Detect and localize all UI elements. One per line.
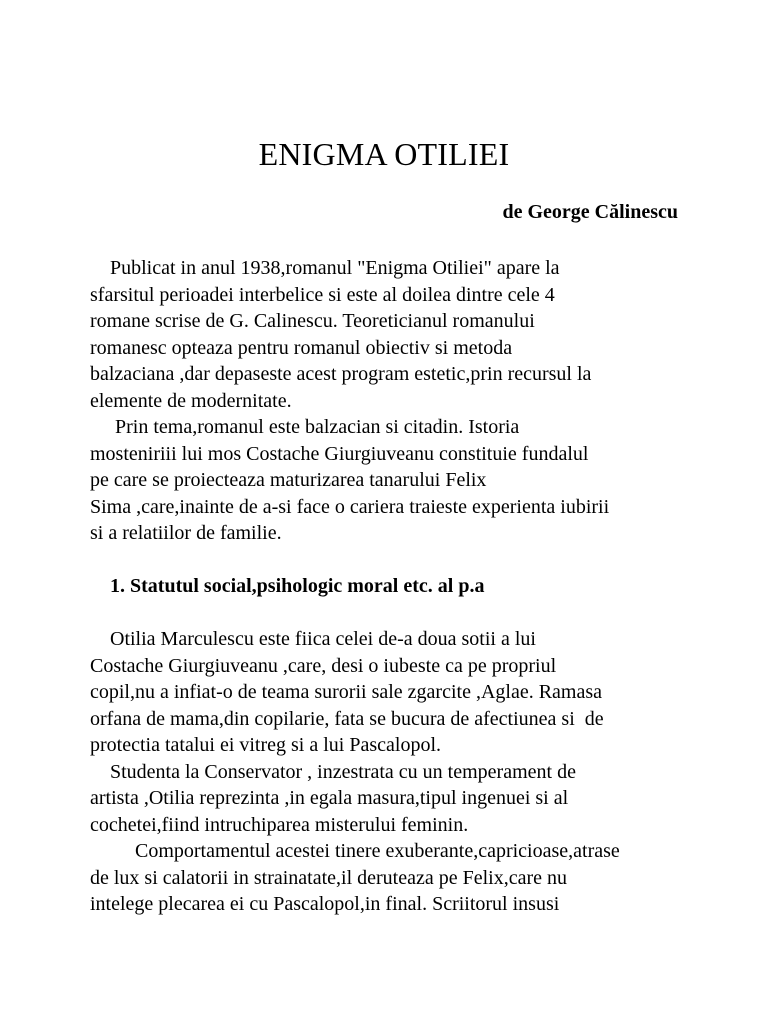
text-line: si a relatiilor de familie. [90, 522, 282, 544]
text-line: romane scrise de G. Calinescu. Teoreticianul romanului [90, 310, 535, 332]
text-line: orfana de mama,din copilarie, fata se bucura de afectiunea si de [90, 707, 604, 730]
text-line: mosteniriii lui mos Costache Giurgiuveanu constituie fundalul [90, 442, 589, 465]
blank-line [90, 547, 690, 574]
text-line: de lux si calatorii in strainatate,il deruteaza pe Felix,care nu [90, 866, 568, 889]
document-title: ENIGMA OTILIEI [258, 136, 510, 172]
text-line: protectia tatalui ei vitreg si a lui Pascalopol. [90, 734, 442, 756]
text-line: Otilia Marculescu este fiica celei de-a doua sotii a lui [90, 628, 536, 650]
section-heading: 1. Statutul social,psihologic moral etc. al p.a [90, 575, 485, 597]
text-line: Costache Giurgiuveanu ,care, desi o iubeste ca pe propriul [90, 654, 557, 677]
text-line: sfarsitul perioadei interbelice si este al doilea dintre cele 4 [90, 283, 555, 306]
text-line: elemente de modernitate. [90, 389, 292, 412]
text-line: Publicat in anul 1938,romanul "Enigma Otiliei" apare la [90, 257, 560, 279]
text-line: Prin tema,romanul este balzacian si citadin. Istoria [90, 416, 520, 438]
document-author: de George Călinescu [502, 201, 678, 223]
text-line: Sima ,care,inainte de a-si face o cariera traieste experienta iubirii [90, 495, 610, 518]
blank-line [90, 600, 690, 627]
text-line: intelege plecarea ei cu Pascalopol,in final. Scriitorul insusi [90, 893, 560, 915]
text-line: balzaciana ,dar depaseste acest program estetic,prin recursul la [90, 363, 592, 385]
text-line: Comportamentul acestei tinere exuberante,capricioase,atrase [90, 840, 620, 862]
text-line: pe care se proiecteaza maturizarea tanarului Felix [90, 469, 487, 491]
text-line: Studenta la Conservator , inzestrata cu un temperament de [90, 760, 576, 783]
text-line: cochetei,fiind intruchiparea misterului feminin. [90, 813, 469, 836]
document-body [90, 255, 690, 918]
text-line: romanesc opteaza pentru romanul obiectiv si metoda [90, 336, 513, 359]
text-line: copil,nu a infiat-o de teama surorii sale zgarcite ,Aglae. Ramasa [90, 681, 603, 703]
text-line: artista ,Otilia reprezinta ,in egala masura,tipul ingenuei si al [90, 787, 569, 809]
